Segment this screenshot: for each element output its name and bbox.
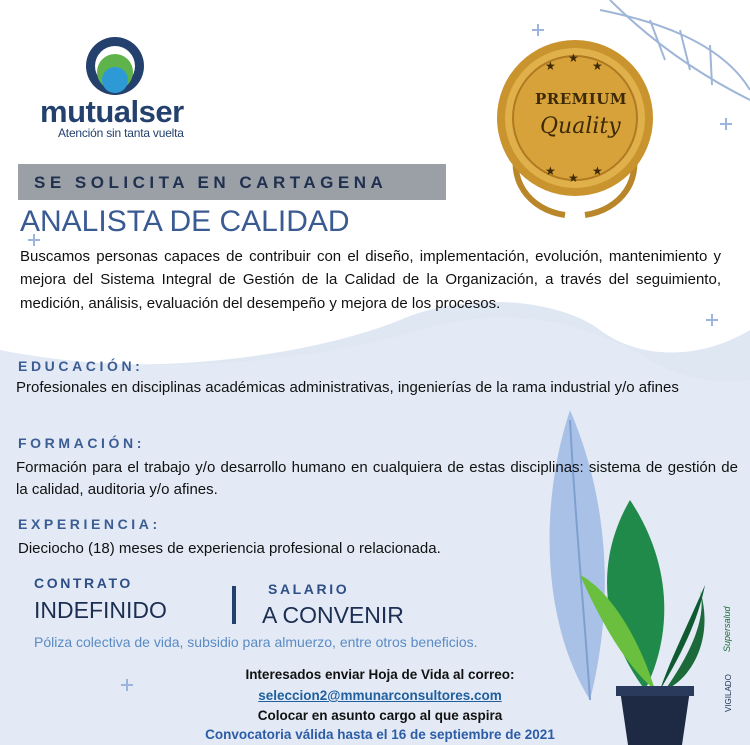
svg-text:★: ★ xyxy=(545,164,556,178)
salary-value: A CONVENIR xyxy=(262,602,404,628)
cta-instructions: Interesados enviar Hoja de Vida al correo: xyxy=(245,667,515,682)
logo-tagline: Atención sin tanta vuelta xyxy=(58,126,184,140)
experience-text: Dieciocho (18) meses de experiencia profesional o relacionada. xyxy=(18,540,441,557)
salary-label: SALARIO xyxy=(268,581,350,597)
cta-email-link[interactable]: seleccion2@mmunarconsultores.com xyxy=(258,688,502,703)
vigilado-label: VIGILADO xyxy=(724,674,733,712)
supersalud-label: Supersalud xyxy=(722,606,732,652)
logo-wordmark: mutualser xyxy=(40,94,184,129)
svg-text:★: ★ xyxy=(568,51,579,65)
contract-salary-divider xyxy=(232,586,236,624)
experience-heading: EXPERIENCIA: xyxy=(18,516,161,532)
training-heading: FORMACIÓN: xyxy=(18,435,145,451)
svg-text:★: ★ xyxy=(592,164,603,178)
location-banner-text: SE SOLICITA EN CARTAGENA xyxy=(34,173,388,192)
validity-date: Convocatoria válida hasta el 16 de septiembre de 2021 xyxy=(205,727,555,742)
svg-text:★: ★ xyxy=(545,59,556,73)
job-description: Buscamos personas capaces de contribuir con el diseño, implementación, evolución, mantenimiento y mejora del Sistema Integral de Gestión de la Calidad de la Organización, a través del seguimiento, medición, análisis, evaluación del desempeño y mejora de los procesos. xyxy=(20,248,721,312)
svg-text:★: ★ xyxy=(568,171,579,185)
contract-value: INDEFINIDO xyxy=(34,597,167,623)
education-heading: EDUCACIÓN: xyxy=(18,358,144,374)
plant-pot-icon xyxy=(620,690,690,745)
training-text: Formación para el trabajo y/o desarrollo humano en cualquiera de estas disciplinas: sistema de gestión de la calidad, auditoria y/o afines. xyxy=(16,459,738,498)
benefits-text: Póliza colectiva de vida, subsidio para almuerzo, entre otros beneficios. xyxy=(34,634,478,650)
contract-label: CONTRATO xyxy=(34,575,133,591)
job-title: ANALISTA DE CALIDAD xyxy=(20,205,350,238)
education-text: Profesionales en disciplinas académicas administrativas, ingenierías de la rama industrial y/o afines xyxy=(16,379,679,396)
mutualser-logo-icon xyxy=(86,37,144,95)
badge-quality-text: Quality xyxy=(540,114,621,139)
badge-premium-text: PREMIUM xyxy=(535,90,627,108)
svg-text:★: ★ xyxy=(592,59,603,73)
cta-subject-note: Colocar en asunto cargo al que aspira xyxy=(257,708,503,723)
